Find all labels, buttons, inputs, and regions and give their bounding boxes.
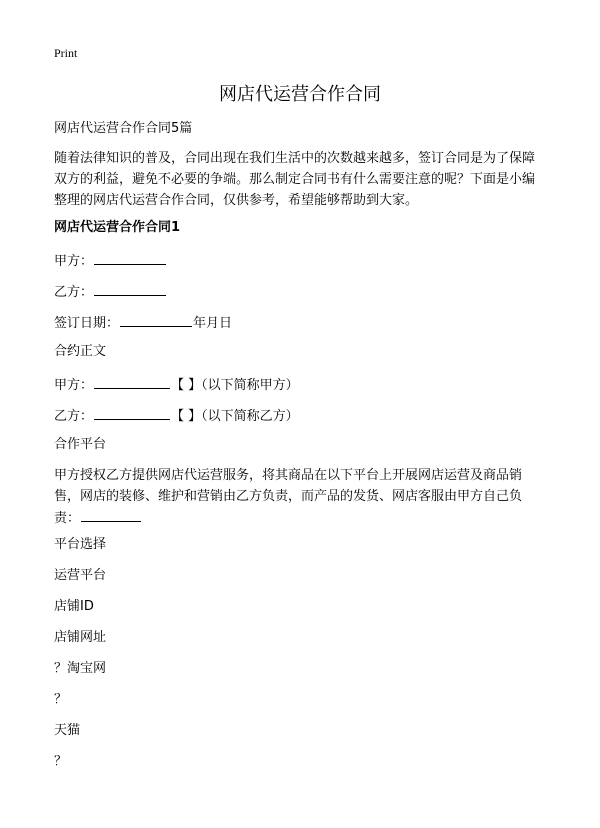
- taobao-option: ？淘宝网: [54, 661, 107, 676]
- party-b-brackets: 【 】: [171, 409, 202, 424]
- platform-paragraph: [54, 465, 546, 529]
- section-heading: 网店代运营合作合同1: [54, 220, 181, 235]
- party-a-abbrev: （以下简称甲方）: [201, 378, 299, 393]
- sign-date-blank: [120, 312, 192, 327]
- store-id: 店铺ID: [54, 599, 94, 614]
- party-b-line: [54, 281, 546, 302]
- platform-paragraph-text: 甲方授权乙方提供网店代运营服务，将其商品在以下平台上开展网店运营及商品销售，网店的装修、维护和营销由乙方负责，而产品的发货、网店客服由甲方自己负责：: [54, 468, 523, 526]
- party-b-abbrev-line: [54, 405, 546, 426]
- document-subtitle: 网店代运营合作合同5篇: [54, 121, 193, 136]
- platform-heading: 合作平台: [54, 437, 107, 452]
- party-a-abbrev-line: [54, 374, 546, 395]
- party-a-blank-2: [94, 374, 170, 389]
- party-b-abbrev: （以下简称乙方）: [201, 409, 299, 424]
- party-b-blank-2: [94, 405, 170, 420]
- party-a-blank: [94, 250, 166, 265]
- party-b-label: 乙方：: [54, 285, 94, 300]
- party-a-label-2: 甲方：: [54, 378, 94, 393]
- platform-choice: 平台选择: [54, 537, 107, 552]
- party-b-blank: [94, 281, 166, 296]
- party-a-line: [54, 250, 546, 271]
- operating-platform: 运营平台: [54, 568, 107, 583]
- party-a-label: 甲方：: [54, 254, 94, 269]
- intro-paragraph: 随着法律知识的普及，合同出现在我们生活中的次数越来越多，签订合同是为了保障双方的利益，避免不必要的争端。那么制定合同书有什么需要注意的呢？下面是小编整理的网店代运营合作合同，仅供参考，希望能够帮助到大家。: [54, 151, 536, 208]
- print-label: Print: [54, 46, 78, 60]
- sign-date-label: 签订日期：: [54, 316, 120, 331]
- platform-blank: [81, 507, 141, 522]
- store-url: 店铺网址: [54, 630, 107, 645]
- tmall-option: 天猫: [54, 723, 81, 738]
- party-a-brackets: 【 】: [171, 378, 202, 393]
- document-title: 网店代运营合作合同: [219, 84, 381, 105]
- sign-date-suffix: 年月日: [193, 316, 233, 331]
- contract-body-label: 合约正文: [54, 344, 107, 359]
- question-mark-2: ？: [54, 754, 68, 769]
- sign-date-line: [54, 312, 546, 333]
- question-mark-1: ？: [54, 692, 68, 707]
- party-b-label-2: 乙方：: [54, 409, 94, 424]
